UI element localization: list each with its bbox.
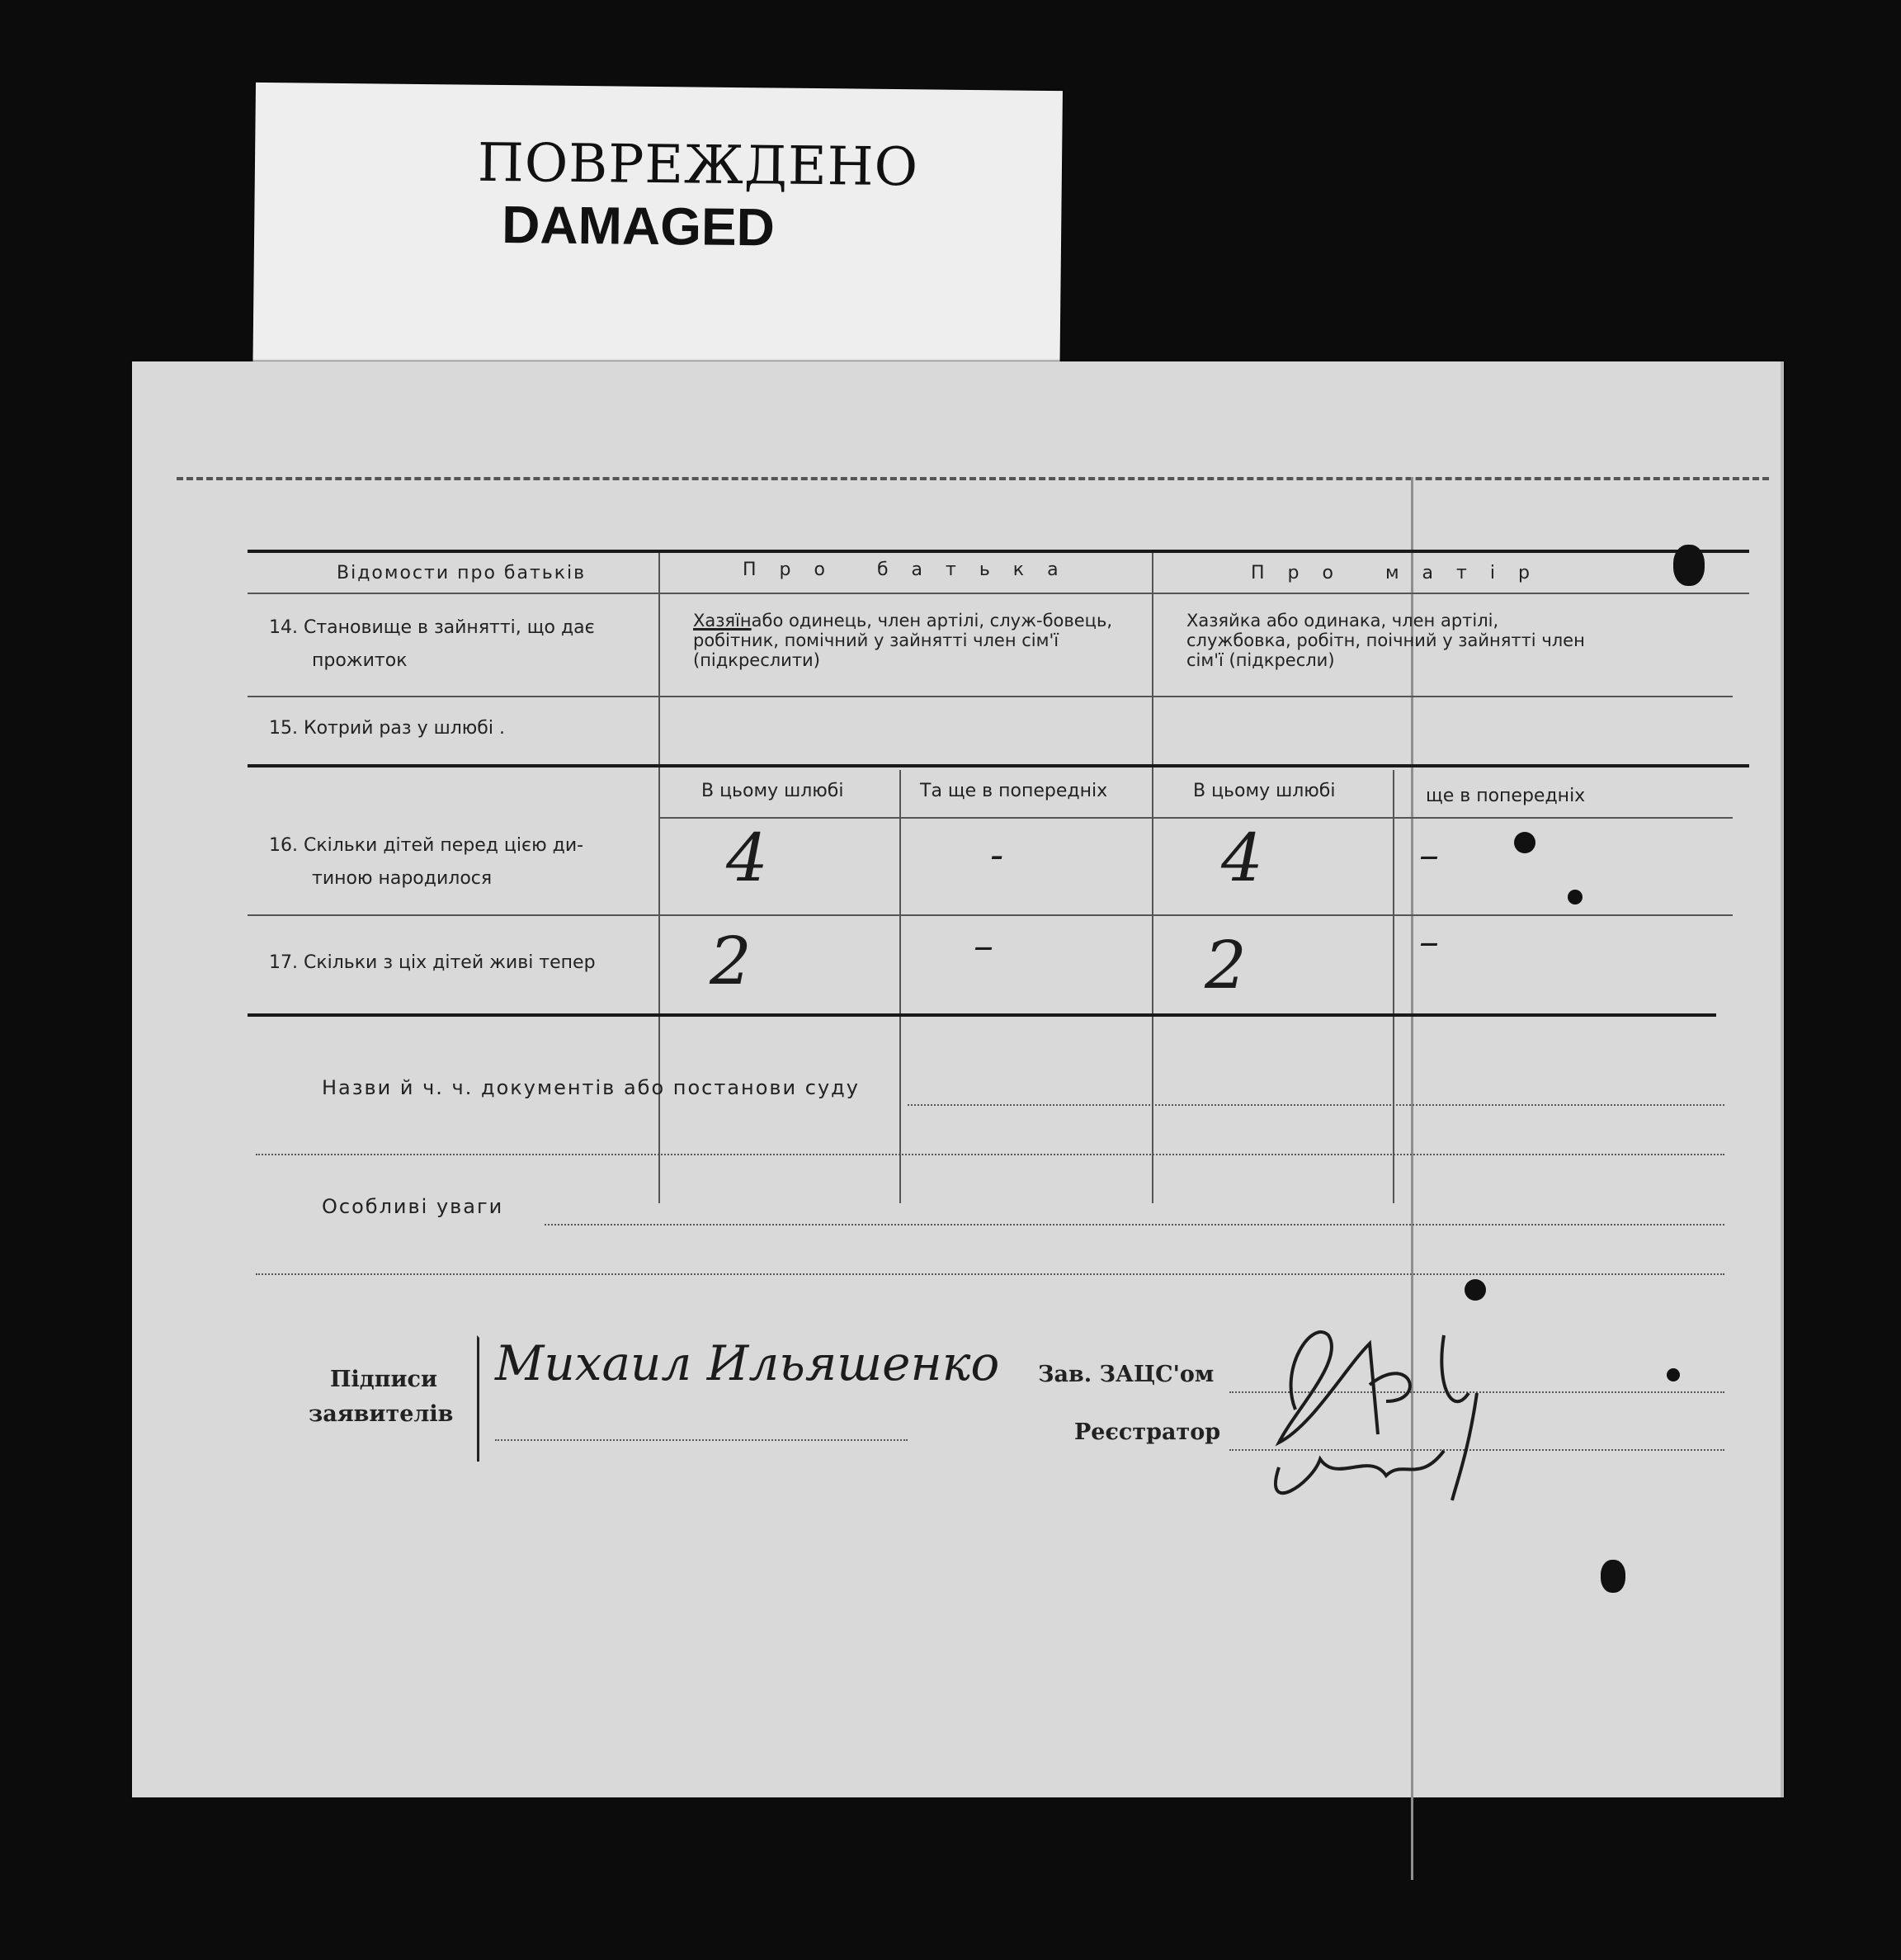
sub-header-rule <box>660 817 1733 819</box>
signatures-bracket <box>477 1335 494 1462</box>
row16-label-line2: тиною народилося <box>312 868 493 889</box>
damaged-label-card <box>252 83 1063 404</box>
father-sub-current: В цьому шлюбі <box>701 781 844 801</box>
applicant-line-2 <box>495 1439 908 1441</box>
damage-hole <box>1568 890 1583 904</box>
header-father: Про батька <box>743 560 1082 580</box>
header-bottom-rule <box>248 593 1749 594</box>
divider-info-father <box>658 553 660 1203</box>
row17-father-current: 2 <box>710 923 752 999</box>
row14-mother-options: Хазяйка або одинака, член артілі, службовка, робітн, поічний у зайнятті член сім'ї (підкресли) <box>1186 611 1585 670</box>
row15-bottom-rule <box>248 764 1749 767</box>
cut-line <box>177 477 1769 480</box>
header-mother: Про матір <box>1251 563 1553 583</box>
registrar-label: Реєстратор <box>1074 1419 1221 1445</box>
row17-mother-prev: – <box>1419 919 1439 965</box>
label-english: DAMAGED <box>501 195 776 257</box>
table-bottom-rule <box>248 1013 1716 1017</box>
row14-label-line1: 14. Становище в зайнятті, що дає <box>269 617 595 638</box>
row16-bottom-rule <box>248 914 1733 916</box>
row16-mother-prev: – <box>1419 832 1439 878</box>
row14-label-line2: прожиток <box>312 650 408 671</box>
head-signature-mark <box>1246 1269 1510 1517</box>
row14-father-selected: Хазяїн <box>693 611 752 631</box>
row17-mother-current: 2 <box>1205 927 1247 1004</box>
mother-sub-previous: ще в попередніх <box>1426 786 1586 806</box>
damage-tear <box>1601 1560 1625 1593</box>
row14-father-options <box>693 611 1130 670</box>
damage-hole <box>1514 832 1535 853</box>
row17-label: 17. Скільки з ціх дітей живі тепер <box>269 952 596 973</box>
fold-line <box>1411 477 1413 1880</box>
row15-label: 15. Котрий раз у шлюбі . <box>269 718 505 739</box>
documents-line-2 <box>256 1154 1724 1155</box>
damage-tear <box>1673 545 1705 586</box>
row16-label-line1: 16. Скільки дітей перед цією ди- <box>269 835 584 856</box>
table-top-rule <box>248 550 1749 553</box>
signatures-label-line1: Підписи <box>330 1367 438 1392</box>
mother-sub-current: В цьому шлюбі <box>1193 781 1336 801</box>
notes-line-1 <box>545 1224 1724 1226</box>
label-russian: ПОВРЕЖДЕНО <box>477 132 919 199</box>
row16-father-prev: - <box>990 832 1004 878</box>
document-sheet <box>132 361 1784 1797</box>
signatures-label-line2: заявителів <box>309 1401 454 1427</box>
row16-father-current: 4 <box>726 819 768 896</box>
notes-label: Особливі уваги <box>322 1195 504 1218</box>
damage-hole <box>1465 1279 1486 1301</box>
divider-mother-sub <box>1393 770 1394 1203</box>
divider-father-sub <box>899 770 901 1203</box>
father-sub-previous: Та ще в попередніх <box>920 781 1108 801</box>
row14-bottom-rule <box>248 696 1733 697</box>
head-label: Зав. ЗАЦС'ом <box>1038 1362 1215 1387</box>
documents-label: Назви й ч. ч. документів або постанови суду <box>322 1076 860 1099</box>
header-info: Відомости про батьків <box>337 563 587 583</box>
row16-mother-current: 4 <box>1221 819 1263 896</box>
row14-father-text: або одинець, член артілі, служ-бовець, робітник, помічний у зайнятті член сім'ї (підкреслити) <box>693 611 1113 670</box>
damage-hole <box>1667 1368 1680 1381</box>
applicant-signature: Михаил Ильяшенко <box>495 1335 1000 1391</box>
row17-father-prev: – <box>974 923 993 969</box>
documents-line-1 <box>908 1104 1724 1106</box>
